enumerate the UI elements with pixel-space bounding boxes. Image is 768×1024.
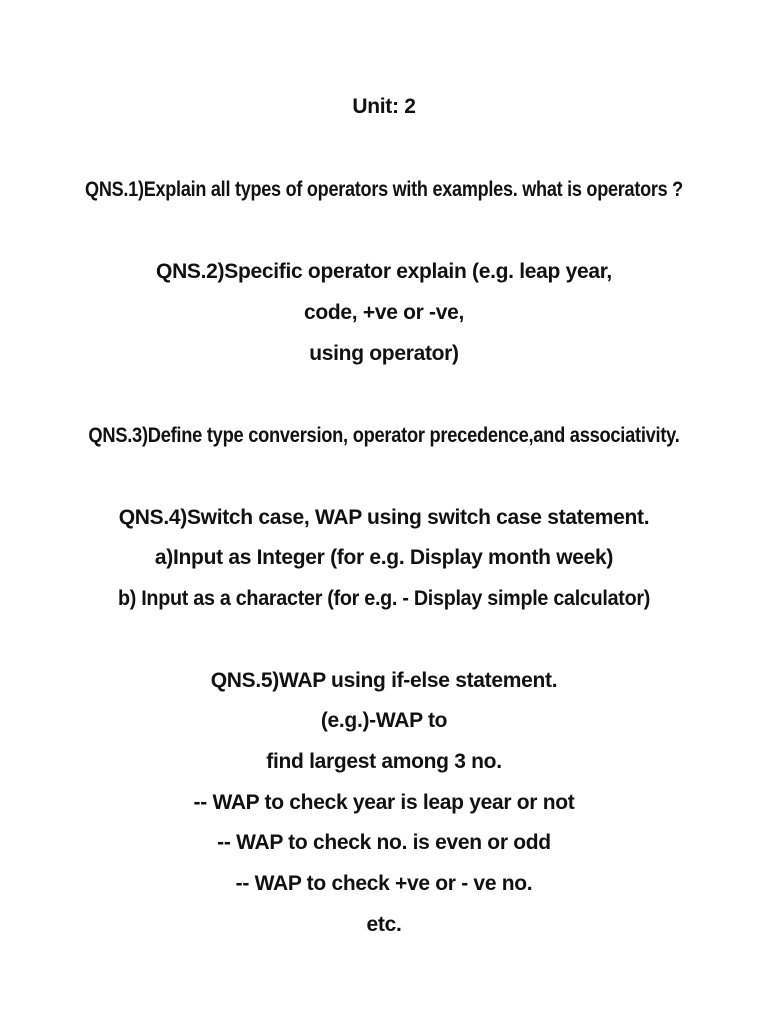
question-1: QNS.1)Explain all types of operators with examples. what is operators ? (85, 178, 683, 201)
question-5-line-6: -- WAP to check +ve or - ve no. (235, 872, 533, 895)
question-5-line-7: etc. (366, 913, 402, 936)
question-2-line-2: code, +ve or -ve, (303, 301, 465, 324)
question-4-line-3: b) Input as a character (for e.g. - Display simple calculator) (117, 587, 651, 610)
question-5-line-4: -- WAP to check year is leap year or not (193, 791, 575, 814)
question-5-line-2: (e.g.)-WAP to (320, 709, 448, 732)
question-2-line-1: QNS.2)Specific operator explain (e.g. leap year, (156, 260, 612, 283)
unit-heading: Unit: 2 (352, 95, 416, 118)
question-2-line-3: using operator) (309, 342, 459, 365)
question-5-line-5: -- WAP to check no. is even or odd (217, 831, 551, 854)
question-5-line-1: QNS.5)WAP using if-else statement. (210, 669, 558, 692)
question-4-line-1: QNS.4)Switch case, WAP using switch case statement. (118, 506, 650, 529)
question-3: QNS.3)Define type conversion, operator precedence,and associativity. (88, 424, 680, 447)
question-4-line-2: a)Input as Integer (for e.g. Display month week) (154, 546, 614, 569)
question-5-line-3: find largest among 3 no. (266, 750, 502, 773)
